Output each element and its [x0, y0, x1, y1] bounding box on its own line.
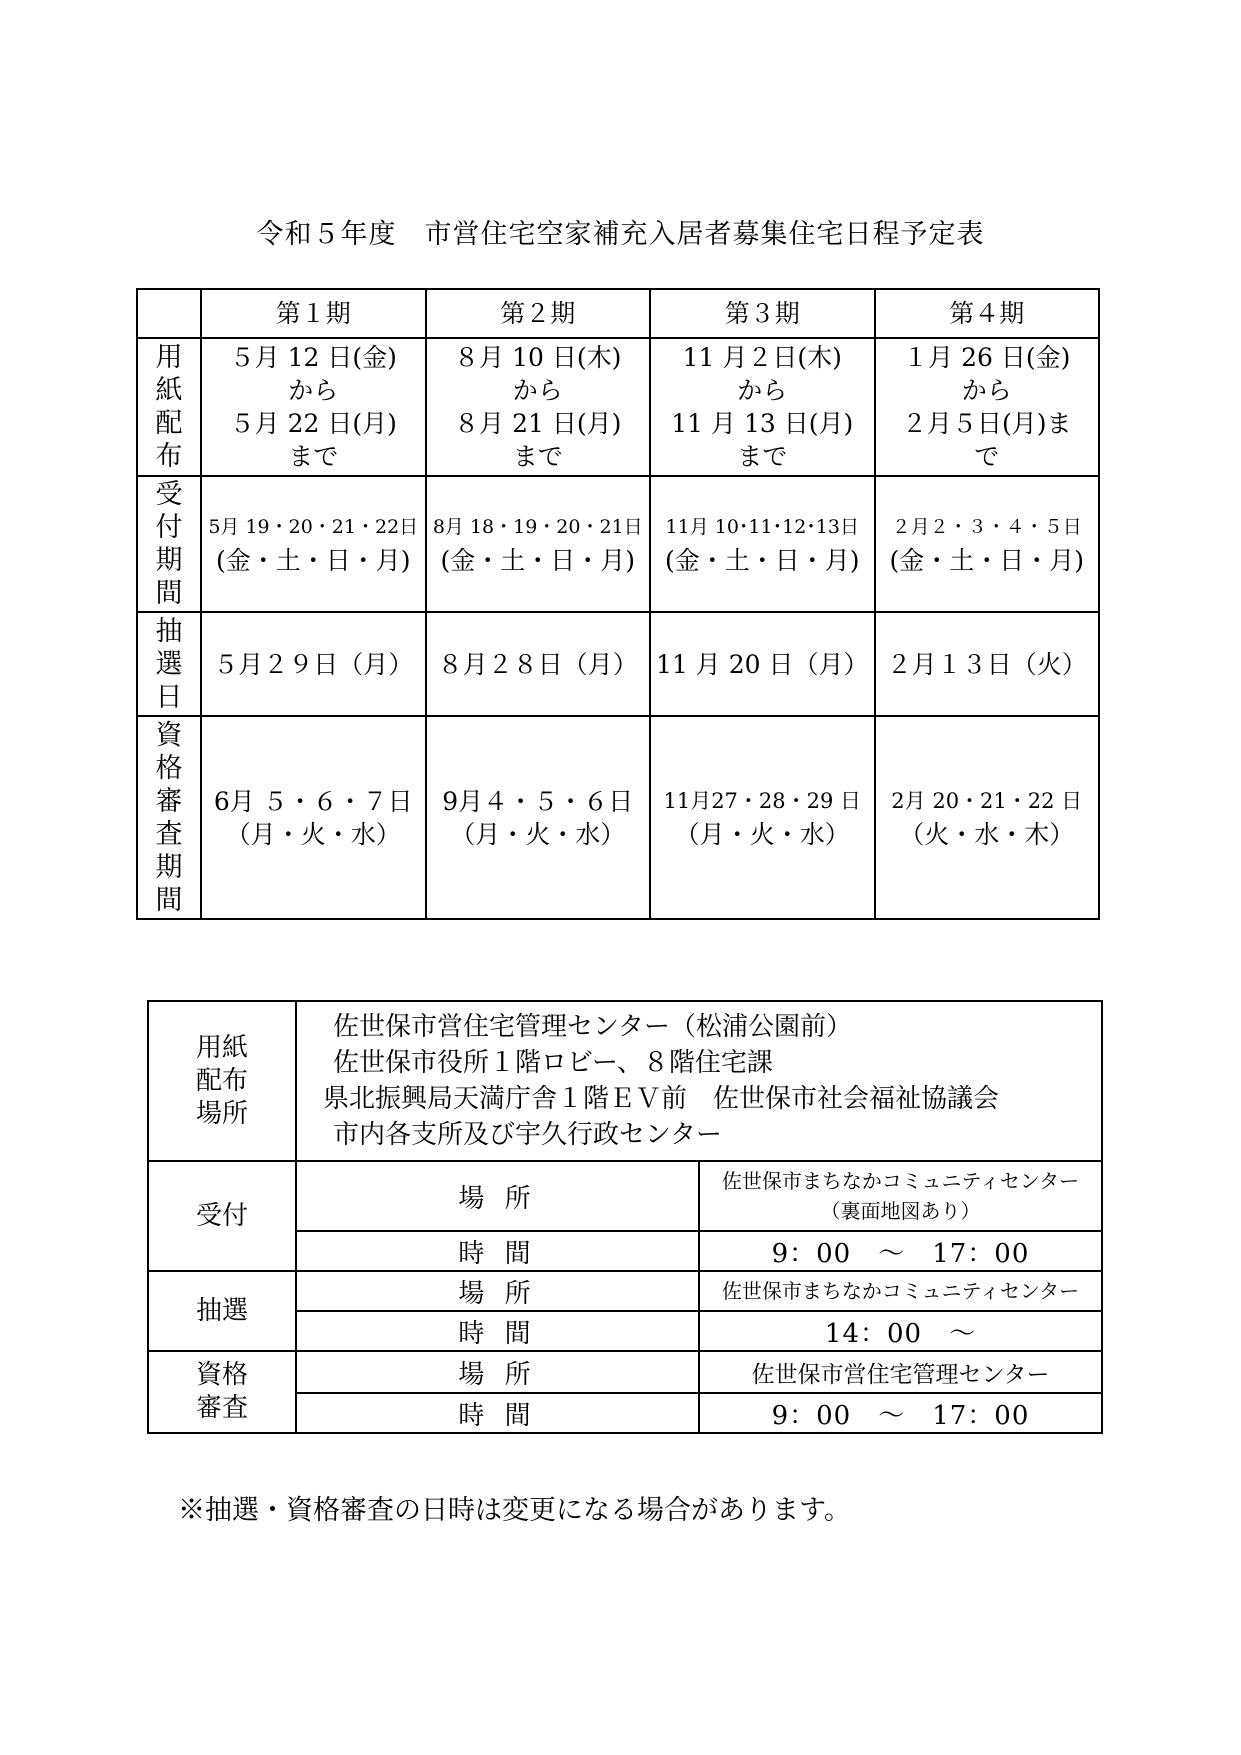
row-lottery-date: [137, 612, 1099, 716]
row-reception-place: [148, 1161, 1102, 1231]
screening-label: 資格 審査: [148, 1351, 296, 1433]
distribution-places-list: [296, 1001, 1102, 1161]
row-lottery-place: [148, 1271, 1102, 1311]
reception-time: 9：00 ～ 17：00: [699, 1231, 1102, 1271]
screening-time: 9：00 ～ 17：00: [699, 1393, 1102, 1433]
time-label: 時 間: [296, 1231, 699, 1271]
schedule-cell: 11月27・28・29 日 （月・火・水）: [650, 716, 875, 919]
period-header: 第２期: [426, 289, 651, 338]
time-label: 時 間: [296, 1393, 699, 1433]
page-title: 令和５年度 市営住宅空家補充入居者募集住宅日程予定表: [256, 219, 985, 250]
schedule-cell: 11 月２日(木) から 11 月 13 日(月) まで: [650, 338, 875, 476]
list-item: 市内各支所及び宇久行政センター: [333, 1120, 722, 1150]
list-item: 佐世保市営住宅管理センター（松浦公園前）: [333, 1012, 852, 1042]
screening-place: 佐世保市営住宅管理センター: [699, 1351, 1102, 1393]
row-label: 資 格 審 査 期 間: [137, 716, 201, 919]
lottery-label: 抽選: [148, 1271, 296, 1351]
lottery-time: 14：00 ～: [699, 1311, 1102, 1351]
place-label: 場 所: [296, 1351, 699, 1393]
places-table: [147, 1000, 1103, 1434]
row-form-distribution: [137, 338, 1099, 476]
reception-place: 佐世保市まちなかコミュニティセンター （裏面地図あり）: [699, 1161, 1102, 1231]
period-header: 第３期: [650, 289, 875, 338]
row-screening-place: [148, 1351, 1102, 1393]
schedule-cell: １月 26 日(金) から ２月５日(月)ま で: [875, 338, 1100, 476]
schedule-cell: ２月２・３・４・５日 (金・土・日・月): [875, 476, 1100, 612]
list-item: 佐世保市役所１階ロビー、８階住宅課: [333, 1048, 773, 1078]
footnote: ※抽選・資格審査の日時は変更になる場合があります。: [178, 1495, 851, 1526]
row-label: 抽 選 日: [137, 612, 201, 716]
schedule-table: [136, 288, 1100, 920]
lottery-place: 佐世保市まちなかコミュニティセンター: [699, 1271, 1102, 1311]
period-header: 第４期: [875, 289, 1100, 338]
reception-label: 受付: [148, 1161, 296, 1271]
schedule-cell: 2月 20・21・22 日 （火・水・木）: [875, 716, 1100, 919]
schedule-header-row: [137, 289, 1099, 338]
row-distribution-places: [148, 1001, 1102, 1161]
schedule-cell: 11 月 20 日（月）: [650, 612, 875, 716]
row-label: 用 紙 配 布: [137, 338, 201, 476]
list-item: 県北振興局天満庁舎１階ＥＶ前 佐世保市社会福祉協議会: [323, 1084, 1000, 1114]
schedule-cell: ８月 10 日(木) から ８月 21 日(月) まで: [426, 338, 651, 476]
schedule-cell: 5月 19・20・21・22日 (金・土・日・月): [201, 476, 426, 612]
schedule-cell: 11月 10･11･12･13日 (金・土・日・月): [650, 476, 875, 612]
schedule-cell: ５月 12 日(金) から ５月 22 日(月) まで: [201, 338, 426, 476]
schedule-cell: 6月 ５・６・７日 （月・火・水）: [201, 716, 426, 919]
time-label: 時 間: [296, 1311, 699, 1351]
schedule-cell: ５月２９日（月）: [201, 612, 426, 716]
place-label: 場 所: [296, 1161, 699, 1231]
schedule-cell: 8月 18・19・20・21日 (金・土・日・月): [426, 476, 651, 612]
period-header: 第１期: [201, 289, 426, 338]
place-label: 場 所: [296, 1271, 699, 1311]
row-reception-period: [137, 476, 1099, 612]
schedule-cell: ８月２８日（月）: [426, 612, 651, 716]
schedule-cell: ２月１３日（火）: [875, 612, 1100, 716]
distribution-label: 用紙 配布 場所: [148, 1001, 296, 1161]
schedule-cell: 9月４・５・６日 （月・火・水）: [426, 716, 651, 919]
header-corner: [137, 289, 201, 338]
row-label: 受 付 期 間: [137, 476, 201, 612]
row-screening-period: [137, 716, 1099, 919]
